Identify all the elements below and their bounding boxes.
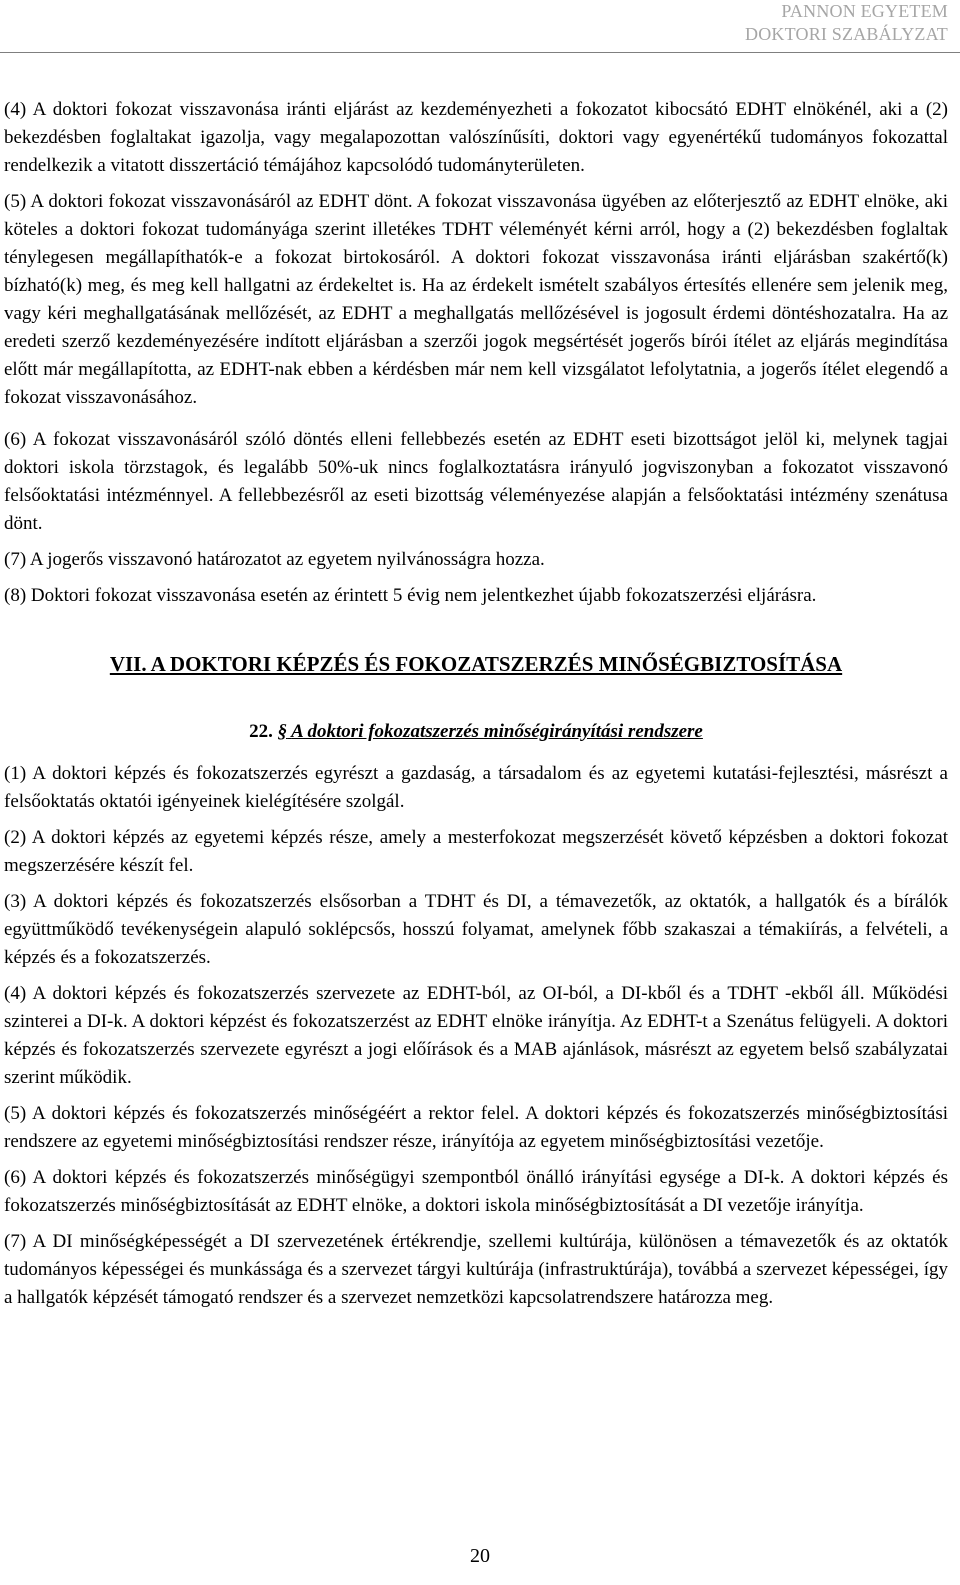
page-number: 20 xyxy=(470,1545,490,1567)
header-document-title: DOKTORI SZABÁLYZAT xyxy=(745,24,948,44)
section-paragraph-6: (6) A doktori képzés és fokozatszerzés minőségügyi szempontból önálló irányítási egysége a DI-k. A doktori képzés és fokozatszerzés minőségbiztosítását az EDHT elnöke, a doktori iskola minőségbiztosítását a DI vezetője irányítja. xyxy=(4,1167,948,1216)
header-divider xyxy=(0,52,960,53)
header-university: PANNON EGYETEM xyxy=(781,1,948,21)
paragraph-4: (4) A doktori fokozat visszavonása iránti eljárást az kezdeményezheti a fokozatot kibocsátó EDHT elnökénél, aki a (2) bekezdésben foglaltakat igazolja, vagy megalapozottan valószínűsíti, doktori vagy egyenértékű tudományos fokozattal rendelkezik a vitatott disszertáció témájához kapcsolódó tudományterületen. xyxy=(4,99,948,176)
page-header xyxy=(745,0,948,46)
section-number: 22. xyxy=(249,721,273,742)
paragraph-8: (8) Doktori fokozat visszavonása esetén az érintett 5 évig nem jelentkezhet újabb fokozatszerzési eljárásra. xyxy=(4,585,817,606)
section-paragraph-4: (4) A doktori képzés és fokozatszerzés szervezete az EDHT-ból, az OI-ból, a DI-kből és a TDHT -ekből áll. Működési szinterei a DI-k. A doktori képzést és fokozatszerzést az EDHT elnöke irányítja. Az EDHT-t a Szenátus felügyeli. A doktori képzés és fokozatszerzés szervezete egyrészt a jogi előírások és a MAB ajánlások, másrészt az egyetem belső szabályzatai szerint működik. xyxy=(4,983,948,1088)
chapter-title: VII. A DOKTORI KÉPZÉS ÉS FOKOZATSZERZÉS MINŐSÉGBIZTOSÍTÁSA xyxy=(109,652,843,676)
section-paragraph-1: (1) A doktori képzés és fokozatszerzés egyrészt a gazdaság, a társadalom és az egyetemi kutatási-fejlesztési, másrészt a felsőoktatás oktatói igényeinek kielégítésére szolgál. xyxy=(4,763,948,812)
page-body xyxy=(4,96,948,1320)
section-symbol: § xyxy=(277,721,288,742)
section-paragraph-2: (2) A doktori képzés az egyetemi képzés része, amely a mesterfokozat megszerzését követő képzésben a doktori fokozat megszerzésére készít fel. xyxy=(4,827,948,876)
section-paragraph-3: (3) A doktori képzés és fokozatszerzés elsősorban a TDHT és DI, a témavezetők, az oktatók, a hallgatók és a bírálók együttműködő tevékenységein alapuló soklépcsős, hosszú folyamat, amelynek főbb szakaszai a témakiírás, a felvételi, a képzés és a fokozatszerzés. xyxy=(4,891,948,968)
section-heading xyxy=(4,718,948,746)
section-title: A doktori fokozatszerzés minőségirányítási rendszere xyxy=(291,721,703,742)
paragraph-7: (7) A jogerős visszavonó határozatot az egyetem nyilvánosságra hozza. xyxy=(4,549,545,570)
section-paragraph-7: (7) A DI minőségképességét a DI szervezetének értékrendje, szellemi kultúrája, különösen a témavezetők és az oktatók tudományos képességei és munkássága és a szervezet tárgyi kultúrája (infrastruktúrája), továbbá a szervezet képességei, így a hallgatók képzését támogató rendszer és a szervezet nemzetközi kapcsolatrendszere határozza meg. xyxy=(4,1231,948,1308)
paragraph-6: (6) A fokozat visszavonásáról szóló döntés elleni fellebbezés esetén az EDHT eseti bizottságot jelöl ki, melynek tagjai doktori iskola törzstagok, és legalább 50%-uk nincs foglalkoztatásra irányuló jogviszonyban a fokozatot visszavonó felsőoktatási intézménnyel. A fellebbezésről az eseti bizottság véleményezése alapján a felsőoktatási intézmény szenátusa dönt. xyxy=(4,429,948,534)
paragraph-5: (5) A doktori fokozat visszavonásáról az EDHT dönt. A fokozat visszavonása ügyében az előterjesztő az EDHT elnöke, aki köteles a doktori fokozat tudományága szerint illetékes TDHT véleményét kérni arról, hogy a (2) bekezdésben foglaltak ténylegesen megállapíthatók-e a fokozat birtokosáról. A doktori fokozat visszavonása iránti eljárásban szakértő(k) bízható(k) meg, és meg kell hallgatni az érdekeltet is. Ha az érdekelt ismételt szabályos értesítés ellenére sem jelenik meg, vagy kéri meghallgatásának mellőzését, az EDHT a meghallgatás mellőzésével is jogosult érdemi döntéshozatalra. Ha az eredeti szerző kezdeményezésére indított eljárásban a szerzői jogok megsértését jogerős bírói ítélet az eljárás megindítása előtt már megállapította, az EDHT-nak ebben a kérdésben már nem kell vizsgálatot lefolytatnia, a jogerős ítélet elegendő a fokozat visszavonásához. xyxy=(4,191,948,408)
section-paragraph-5: (5) A doktori képzés és fokozatszerzés minőségéért a rektor felel. A doktori képzés és fokozatszerzés minőségbiztosítási rendszere az egyetemi minőségbiztosítási rendszer része, irányítója az egyetem minőségbiztosítási vezetője. xyxy=(4,1103,948,1152)
section-title-text xyxy=(278,721,703,742)
